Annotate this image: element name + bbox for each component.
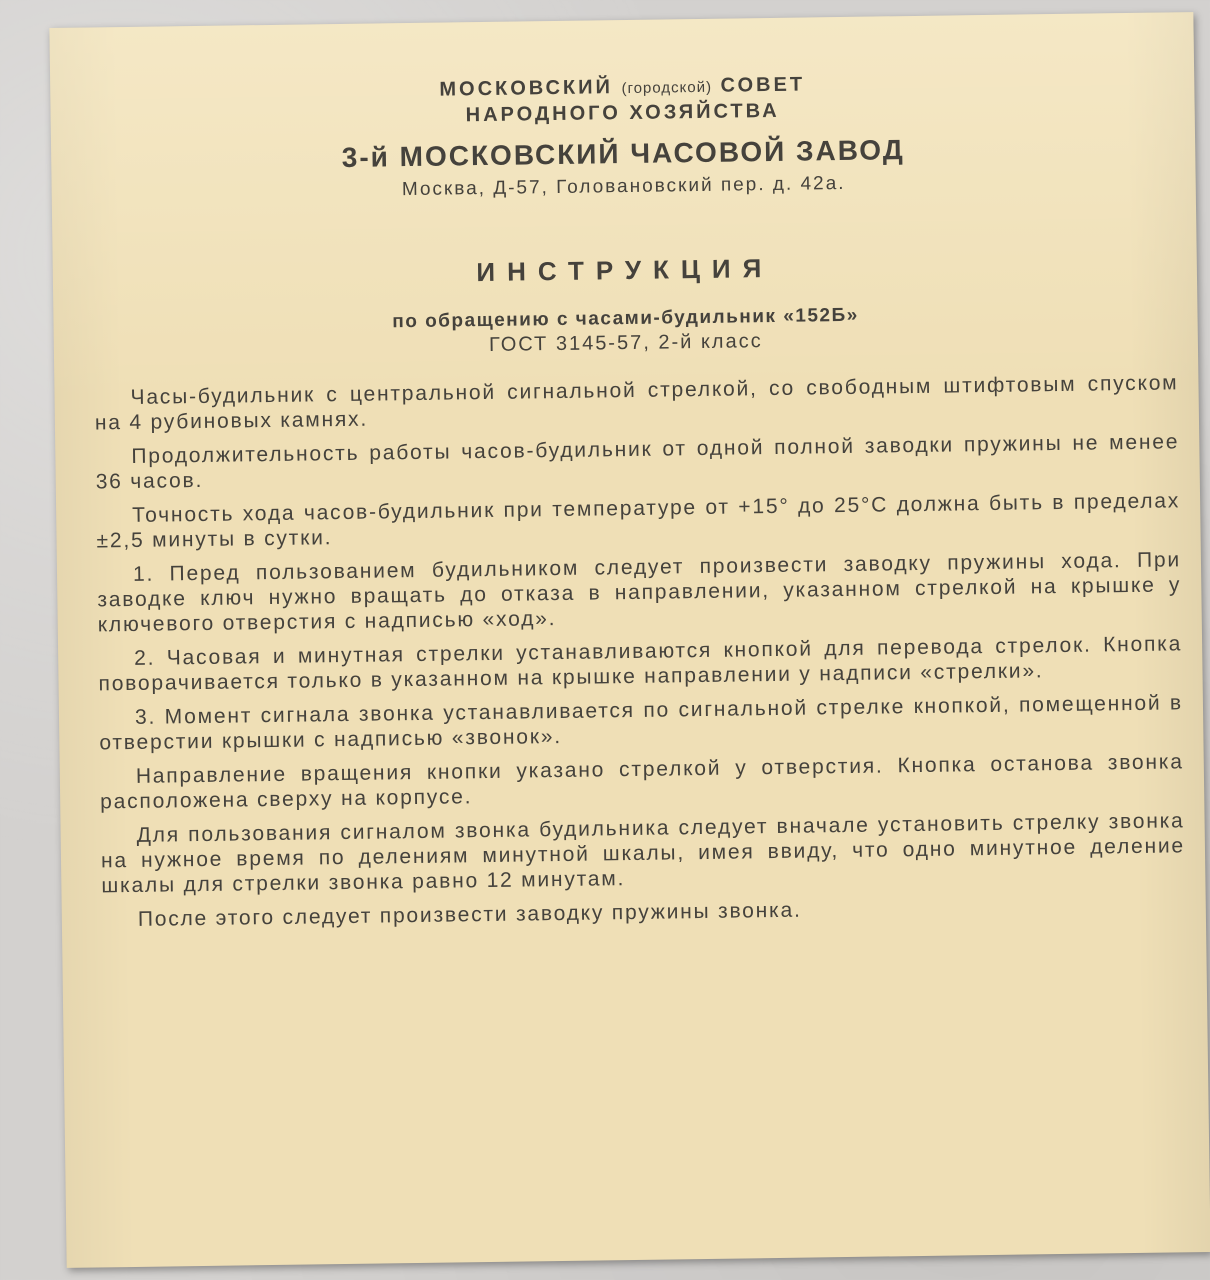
instruction-body <box>94 370 1186 941</box>
document-header <box>50 67 1196 207</box>
paragraph-alarm-usage: Для пользования сигналом звонка будильника следует вначале установить стрелку звонка на нужное время по делениям минутной шкалы, имея ввиду, что одно минутное деление шкалы для стрелки звонка равно 12 минутам. <box>100 809 1186 898</box>
paragraph-rotation: Направление вращения кнопки указано стрелкой у отверстия. Кнопка останова звонка расположена сверху на корпусе. <box>100 750 1184 814</box>
instruction-sheet <box>49 12 1210 1268</box>
council-word-city: (городской) <box>621 78 713 98</box>
paragraph-step-3: 3. Момент сигнала звонка устанавливается по сигнальной стрелке кнопкой, помещенной в отверстии крышки с надписью «звонок». <box>99 691 1184 755</box>
paragraph-step-1: 1. Перед пользованием будильником следует произвести заводку пружины хода. При заводке ключ нужно вращать до отказа в направлении, указанном стрелкой на крышке у ключевого отверстия с надписью «ход». <box>97 548 1182 637</box>
paragraph-accuracy: Точность хода часов-будильник при температуре от +15° до 25°С должна быть в пределах ±2,5 минуты в сутки. <box>96 489 1181 553</box>
paragraph-duration: Продолжительность работы часов-будильник от одной полной заводки пружины не менее 36 часов. <box>95 430 1180 494</box>
document-title: ИНСТРУКЦИЯ <box>476 252 774 288</box>
council-word-moscow: МОСКОВСКИЙ <box>439 76 614 101</box>
paragraph-step-2: 2. Часовая и минутная стрелки устанавливаются кнопкой для перевода стрелок. Кнопка поворачивается только в указанном на крышке направлении у надписи «стрелки». <box>98 632 1183 696</box>
factory-name: 3-й МОСКОВСКИЙ ЧАСОВОЙ ЗАВОД <box>341 134 905 173</box>
document-subtitle: по обращению с часами-будильник «152Б» <box>392 304 859 333</box>
document-subtitle-block <box>53 299 1198 363</box>
paragraph-description: Часы-будильник с центральной сигнальной стрелкой, со свободным штифтовым спуском на 4 рубиновых камнях. <box>94 371 1179 435</box>
factory-address: Москва, Д-57, Головановский пер. д. 42а. <box>401 172 846 201</box>
council-line-2: НАРОДНОГО ХОЗЯЙСТВА <box>465 99 780 127</box>
gost-standard: ГОСТ 3145-57, 2-й класс <box>488 330 763 356</box>
council-word-soviet: СОВЕТ <box>720 73 806 97</box>
paragraph-final: После этого следует произвести заводку пружины звонка. <box>137 898 802 931</box>
